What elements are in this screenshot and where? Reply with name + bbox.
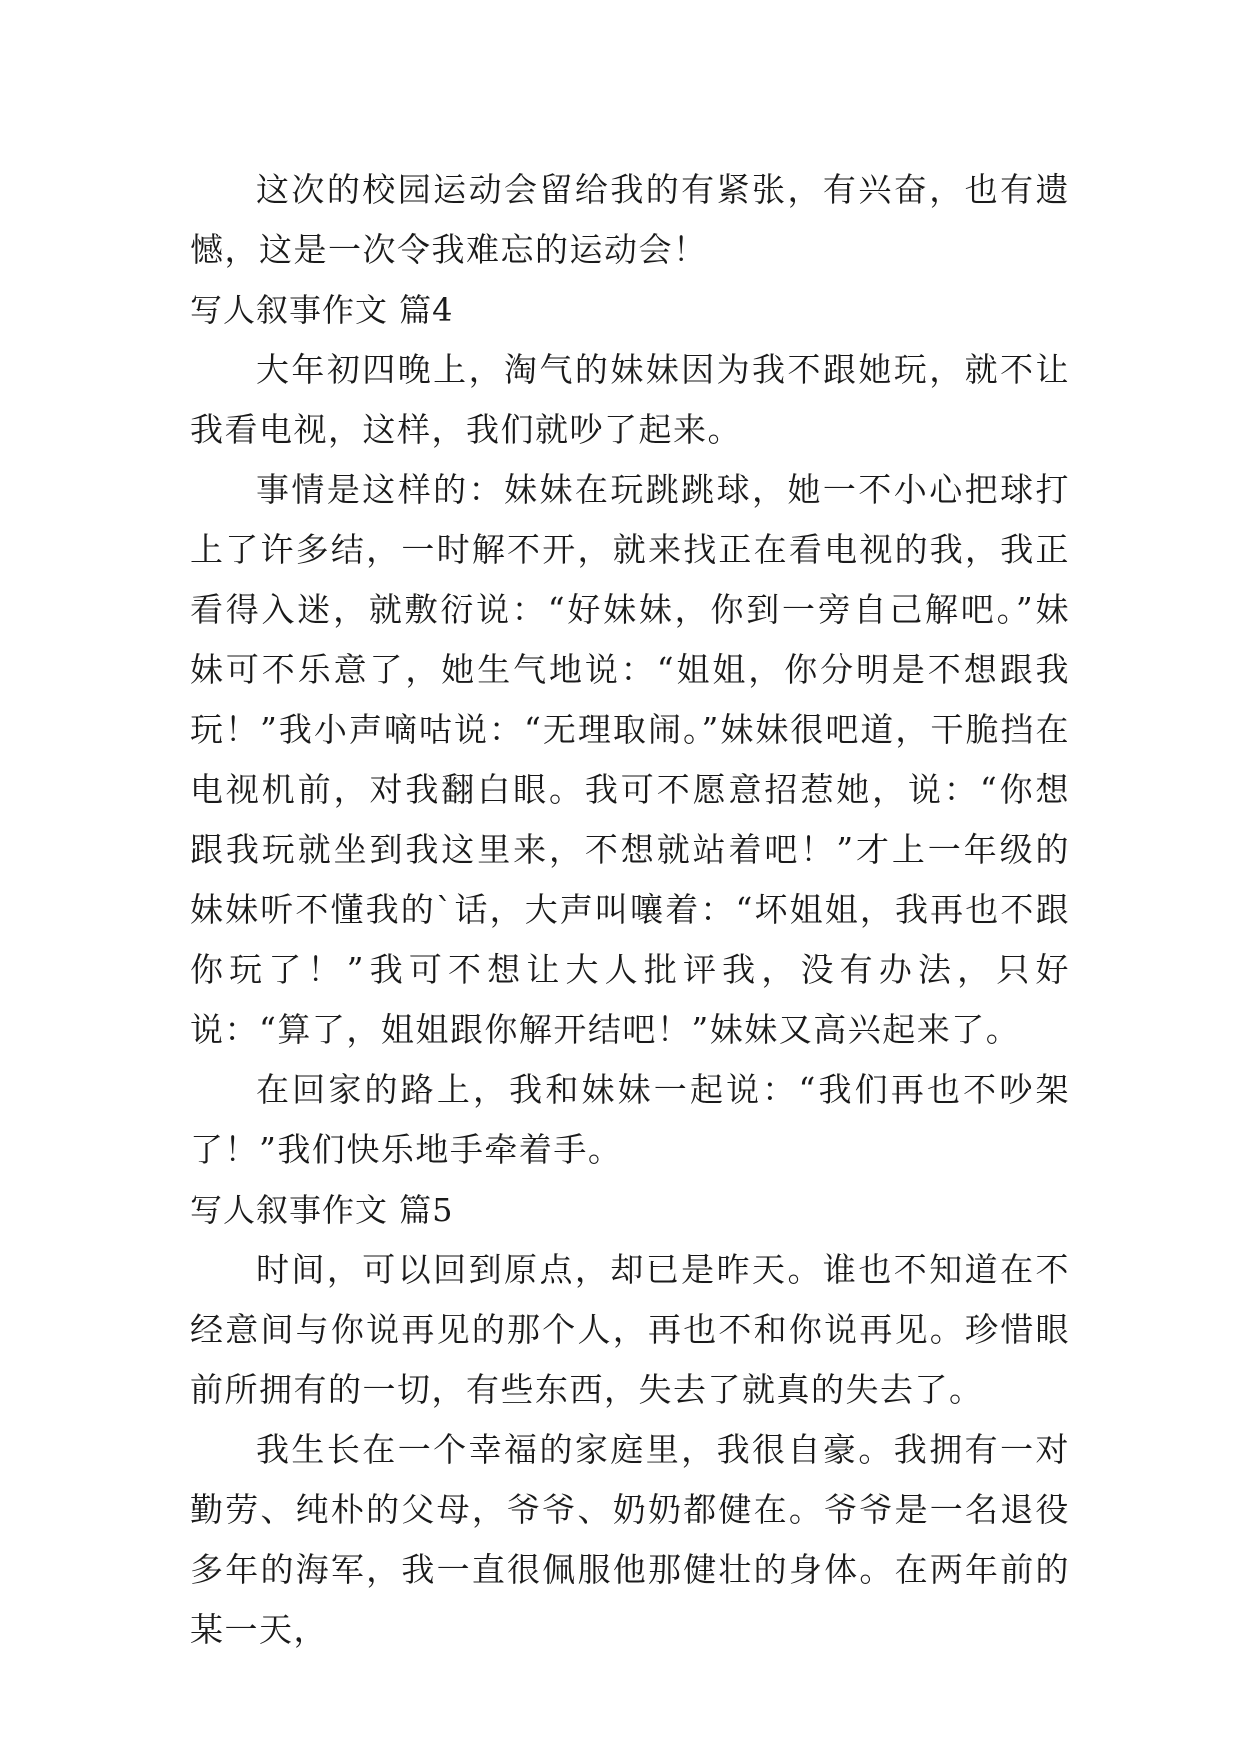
section-heading-5: 写人叙事作文 篇5 <box>190 1191 454 1229</box>
section-heading-4: 写人叙事作文 篇4 <box>190 291 454 329</box>
paragraph-sports-meet-ending: 这次的校园运动会留给我的有紧张，有兴奋，也有遗憾，这是一次令我难忘的运动会！ <box>190 170 1070 269</box>
paragraph-happy-family: 我生长在一个幸福的家庭里，我很自豪。我拥有一对勤劳、纯朴的父母，爷爷、奶奶都健在。爷爷是一名退役多年的海军，我一直很佩服他那健壮的身体。在两年前的某一天， <box>190 1430 1070 1649</box>
document-body <box>190 160 1070 1660</box>
paragraph-new-year-quarrel: 大年初四晚上，淘气的妹妹因为我不跟她玩，就不让我看电视，这样，我们就吵了起来。 <box>190 350 1070 449</box>
paragraph-time-reflection: 时间，可以回到原点，却已是昨天。谁也不知道在不经意间与你说再见的那个人，再也不和你说再见。珍惜眼前所拥有的一切，有些东西，失去了就真的失去了。 <box>190 1250 1070 1409</box>
paragraph-bouncing-ball-story: 事情是这样的：妹妹在玩跳跳球，她一不小心把球打上了许多结，一时解不开，就来找正在看电视的我，我正看得入迷，就敷衍说：“好妹妹，你到一旁自己解吧。”妹妹可不乐意了，她生气地说：“姐姐，你分明是不想跟我玩！”我小声嘀咕说：“无理取闹。”妹妹很吧道，干脆挡在电视机前，对我翻白眼。我可不愿意招惹她，说：“你想跟我玩就坐到我这里来，不想就站着吧！”才上一年级的妹妹听不懂我的`话，大声叫嚷着：“坏姐姐，我再也不跟你玩了！”我可不想让大人批评我，没有办法，只好说：“算了，姐姐跟你解开结吧！”妹妹又高兴起来了。 <box>190 470 1070 1049</box>
paragraph-walking-home: 在回家的路上，我和妹妹一起说：“我们再也不吵架了！”我们快乐地手牵着手。 <box>190 1070 1070 1169</box>
